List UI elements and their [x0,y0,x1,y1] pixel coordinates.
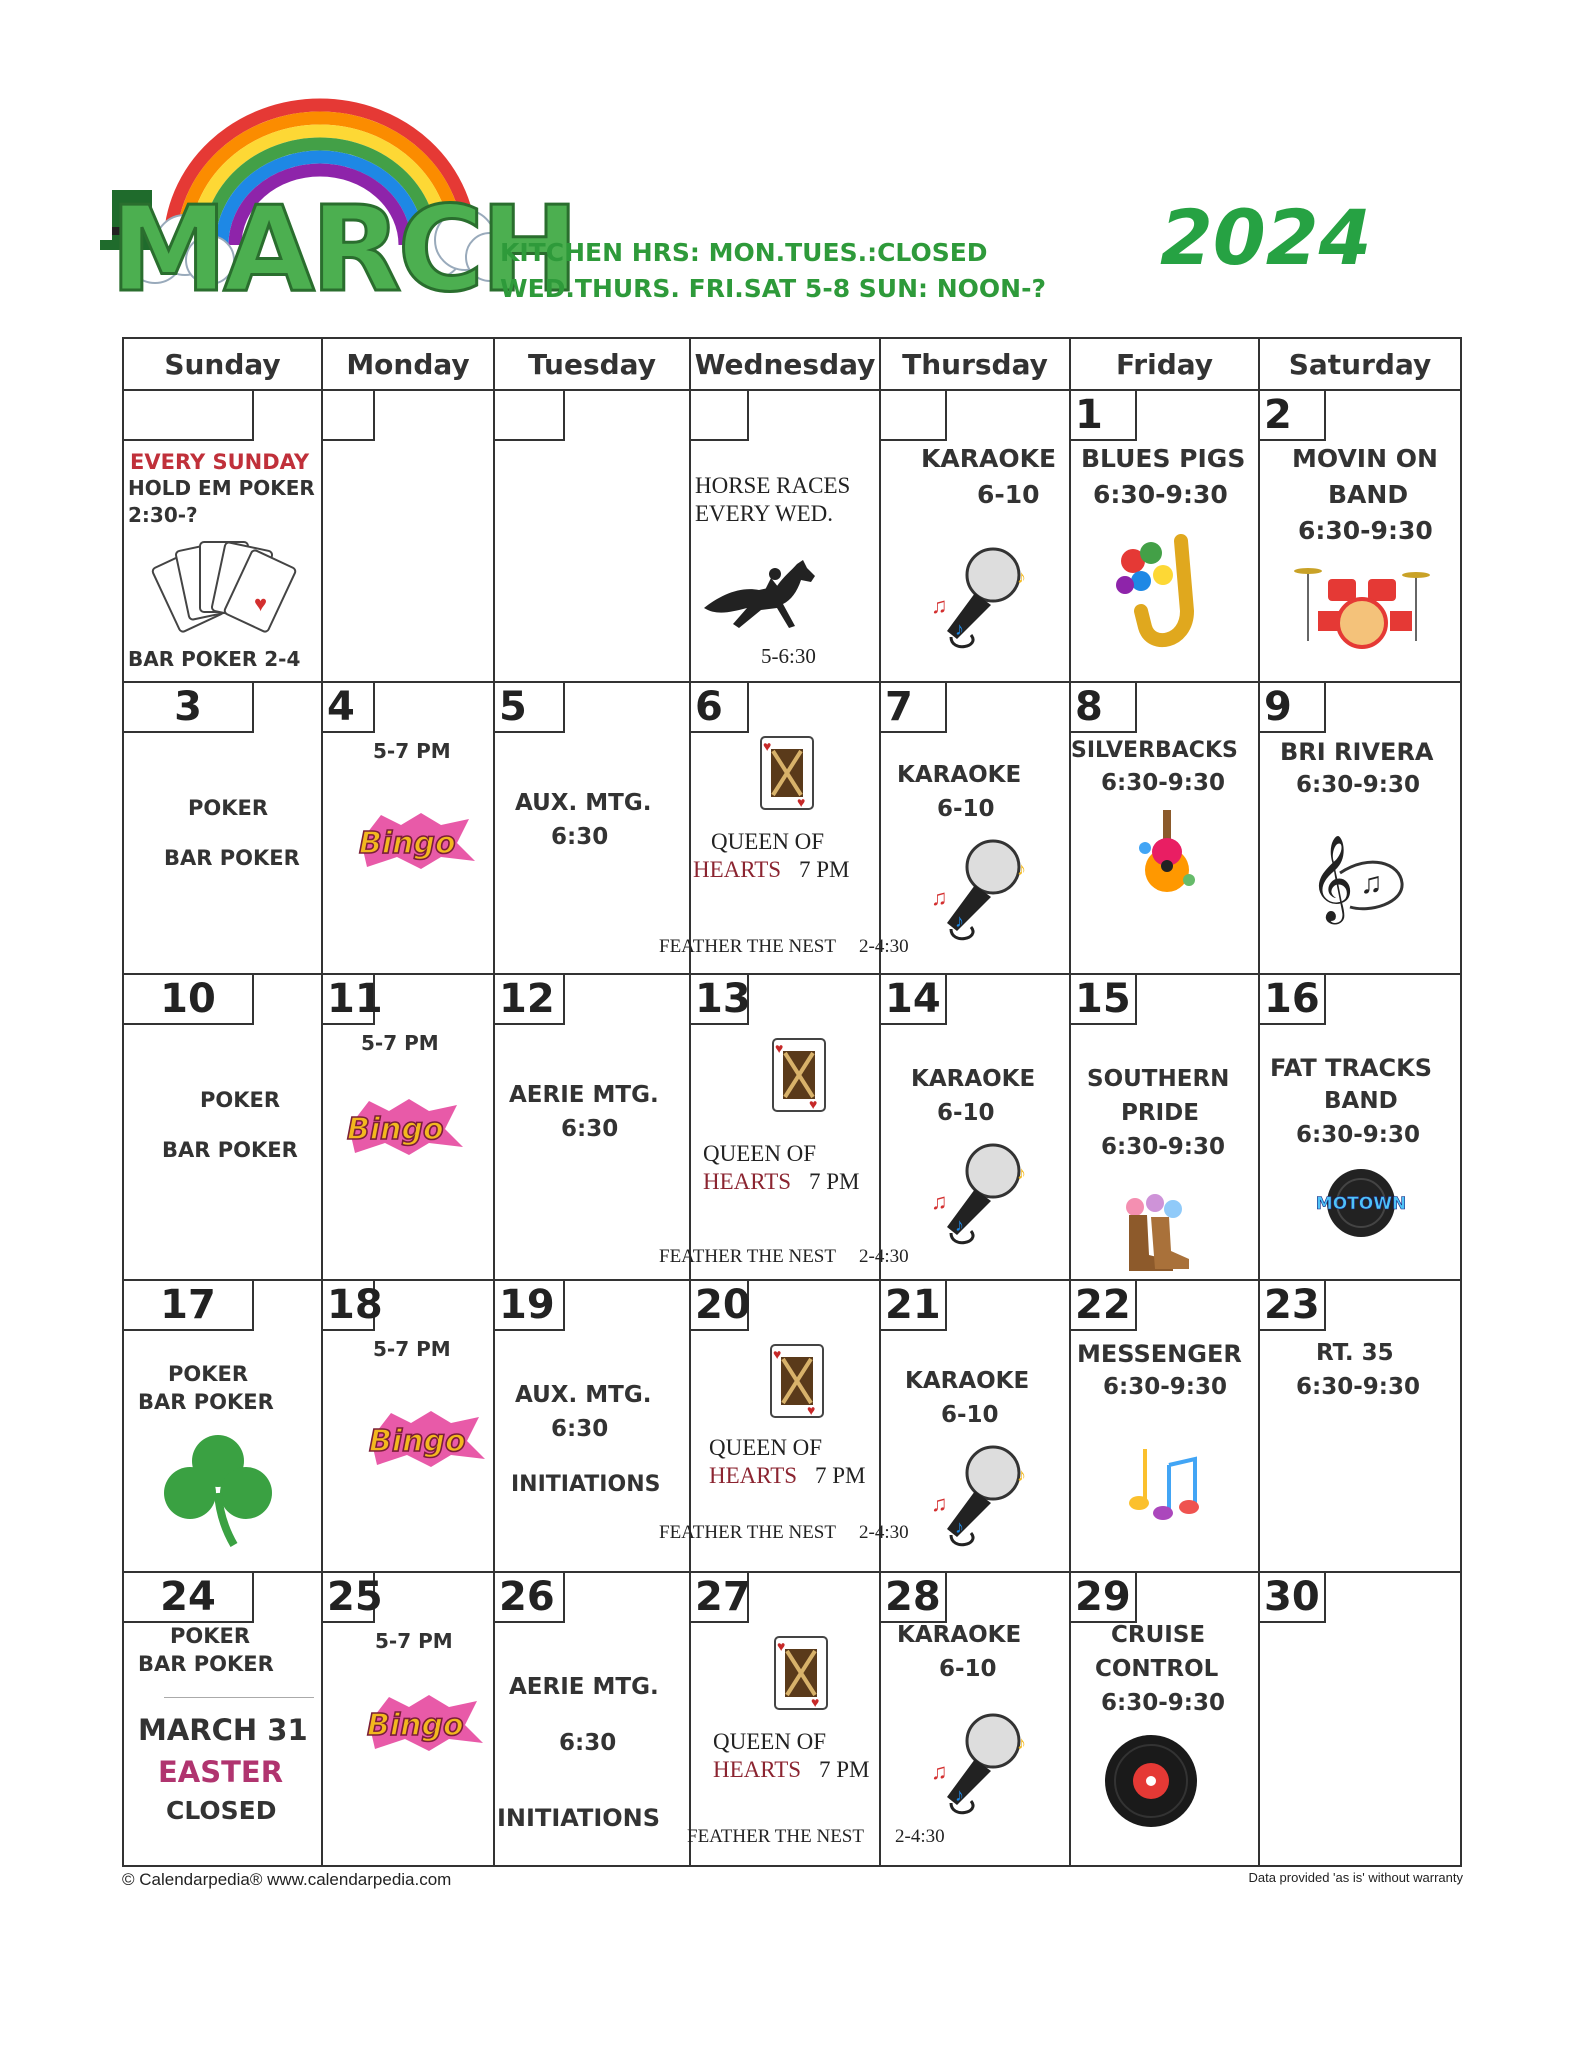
svg-text:♪: ♪ [955,1785,964,1805]
svg-text:♫: ♫ [931,1491,948,1516]
bingo-icon [341,811,481,871]
day-number: 16 [1260,975,1326,1025]
racehorse-icon [699,556,829,636]
event-label: AERIE MTG. [509,1082,659,1108]
footer-credit: © Calendarpedia® www.calendarpedia.com [122,1870,452,1889]
svg-text:♫: ♫ [931,593,948,618]
event-label: HEARTS [703,1169,792,1194]
weekday-tuesday: Tuesday [495,339,691,391]
svg-text:♪: ♪ [1017,1465,1026,1485]
svg-text:♥: ♥ [773,1346,782,1362]
day-cell-5 [495,683,691,975]
day-cell-22 [1071,1281,1260,1573]
day-number: 2 [1260,391,1326,441]
day-number: 24 [124,1573,254,1623]
day-cell-23 [1260,1281,1460,1573]
svg-text:♥: ♥ [811,1694,820,1710]
svg-text:♫: ♫ [931,1189,948,1214]
event-label: KARAOKE [905,1368,1030,1394]
bingo-icon [351,1409,491,1469]
day-number-box [323,391,375,441]
day-cell-2 [1260,391,1460,683]
day-number: 23 [1260,1281,1326,1331]
event-label: 5-7 PM [373,739,451,763]
event-label: BAND [1324,1088,1398,1114]
svg-text:♥: ♥ [777,1638,786,1654]
day-number: 9 [1260,683,1326,733]
svg-text:♫: ♫ [931,885,948,910]
event-label: POKER [188,796,269,820]
bingo-icon [349,1693,489,1753]
event-label: QUEEN OF [713,1729,827,1754]
svg-text:Bingo: Bingo [367,1708,464,1743]
event-label: KARAOKE [897,1622,1022,1648]
event-label: 2-4:30 [895,1826,945,1847]
day-number: 1 [1071,391,1137,441]
day-number: 30 [1260,1573,1326,1623]
event-label: 2-4:30 [859,1522,909,1543]
day-cell-14 [881,975,1071,1281]
day-cell-16 [1260,975,1460,1281]
event-label: HEARTS [713,1757,802,1782]
event-label: QUEEN OF [711,829,825,854]
drum-kit-icon [1298,561,1428,651]
day-number: 27 [691,1573,749,1623]
year-title: 2024 [1160,193,1372,282]
event-label: BAR POKER [138,1390,274,1414]
day-number: 20 [691,1281,749,1331]
svg-text:Bingo: Bingo [347,1112,444,1147]
day-number-box [691,391,749,441]
day-cell-17 [124,1281,323,1573]
day-number: 12 [495,975,565,1025]
event-label: 6:30-9:30 [1296,772,1420,798]
event-label: 6:30-9:30 [1103,1374,1227,1400]
day-number: 26 [495,1573,565,1623]
event-label: HEARTS [693,857,782,882]
event-label: AUX. MTG. [515,1382,652,1408]
event-label: PRIDE [1121,1100,1199,1126]
day-cell-3 [124,683,323,975]
day-cell-empty [881,391,1071,683]
day-cell-29 [1071,1573,1260,1865]
day-cell-21 [881,1281,1071,1573]
event-label: EVERY SUNDAY [130,450,310,474]
event-label: FEATHER THE NEST [659,1246,836,1267]
event-label: BRI RIVERA [1280,738,1434,766]
event-label: FEATHER THE NEST [659,1522,836,1543]
day-number: 28 [881,1573,947,1623]
day-number-box [495,391,565,441]
event-label: SILVERBACKS [1071,738,1238,763]
shamrock-icon [160,1431,276,1547]
event-label: QUEEN OF [703,1141,817,1166]
svg-text:♥: ♥ [807,1402,816,1418]
microphone-icon [931,1139,1031,1249]
motown-record-icon [1306,1163,1416,1243]
event-label: BAR POKER [164,846,300,870]
music-note-icon [1310,833,1410,923]
event-label: HOLD EM POKER [128,476,315,500]
music-note-icon [1125,1441,1205,1521]
event-label: 6-10 [941,1402,999,1428]
day-cell-empty [323,391,495,683]
day-number: 29 [1071,1573,1137,1623]
event-label: 5-7 PM [361,1031,439,1055]
svg-text:♥: ♥ [797,794,806,810]
day-cell-7 [881,683,1071,975]
event-label: CRUISE [1111,1622,1206,1648]
weekday-monday: Monday [323,339,495,391]
event-label: 6:30 [551,824,609,850]
day-number: 10 [124,975,254,1025]
event-label: 5-7 PM [375,1629,453,1653]
event-label: 6:30-9:30 [1296,1122,1420,1148]
event-label: 7 PM [819,1757,870,1782]
playing-cards-icon [154,536,294,646]
cowboy-boots-icon [1115,1195,1195,1275]
day-cell-24 [124,1573,323,1865]
weekday-thursday: Thursday [881,339,1071,391]
event-label: KARAOKE [921,444,1057,473]
event-label: KARAOKE [897,762,1022,788]
month-title: MARCH [110,180,575,318]
day-number: 22 [1071,1281,1137,1331]
event-label: 6:30 [559,1730,617,1756]
queen-of-hearts-card-icon [771,1037,827,1113]
svg-text:♪: ♪ [955,619,964,639]
day-cell-empty [495,391,691,683]
event-label: BAR POKER [162,1138,298,1162]
weekday-sunday: Sunday [124,339,323,391]
day-cell-13 [659,975,909,1281]
svg-text:♫: ♫ [931,1759,948,1784]
saxophone-icon [1111,531,1221,661]
day-cell-9 [1260,683,1460,975]
calendar-grid [122,337,1462,1867]
svg-text:𝄞: 𝄞 [1310,836,1354,919]
svg-text:MOTOWN: MOTOWN [1315,1194,1407,1214]
event-label: 5-7 PM [373,1337,451,1361]
day-cell-26 [495,1573,691,1865]
event-label: POKER [200,1088,281,1112]
day-number-box [124,391,254,441]
event-label: FEATHER THE NEST [687,1826,864,1847]
svg-text:♫: ♫ [1360,867,1383,900]
event-label: FAT TRACKS [1270,1054,1432,1082]
svg-text:♪: ♪ [955,1517,964,1537]
day-number: 4 [323,683,375,733]
event-label: 2-4:30 [859,1246,909,1267]
event-label: 6:30 [551,1416,609,1442]
day-cell-25 [323,1573,495,1865]
day-number: 6 [691,683,749,733]
weekday-wednesday: Wednesday [691,339,881,391]
vinyl-record-icon [1101,1731,1201,1831]
event-label: 6:30-9:30 [1298,516,1433,545]
event-label: RT. 35 [1316,1340,1394,1366]
event-label: CONTROL [1095,1656,1219,1682]
weekday-saturday: Saturday [1260,339,1460,391]
event-label: 6:30-9:30 [1101,1690,1225,1716]
svg-text:Bingo: Bingo [359,826,456,861]
day-cell-30 [1260,1573,1460,1865]
bingo-icon [329,1097,469,1157]
day-cell-18 [323,1281,495,1573]
day-number: 13 [691,975,749,1025]
event-label: INITIATIONS [497,1804,661,1832]
svg-text:♪: ♪ [1017,1163,1026,1183]
event-label: 5-6:30 [761,644,816,668]
day-number-box [881,391,947,441]
svg-text:♪: ♪ [955,911,964,931]
day-cell-8 [1071,683,1260,975]
event-label: BAR POKER 2-4 [128,647,301,671]
event-label: POKER [170,1624,251,1648]
event-label: MOVIN ON [1292,444,1438,473]
queen-of-hearts-card-icon [773,1635,829,1711]
day-number: 18 [323,1281,375,1331]
event-label: SOUTHERN [1087,1066,1230,1092]
event-label: QUEEN OF [709,1435,823,1460]
event-label: HORSE RACES [695,473,851,498]
kitchen-hours-line1: KITCHEN HRS: MON.TUES.:CLOSED [500,238,988,267]
event-label: 2:30-? [128,503,198,527]
day-cell-1 [1071,391,1260,683]
event-label: 6-10 [939,1656,997,1682]
weekday-friday: Friday [1071,339,1260,391]
guitar-icon [1127,808,1207,898]
event-label: 6-10 [937,796,995,822]
event-label: 6:30-9:30 [1101,1134,1225,1160]
event-label: 6-10 [977,480,1040,509]
event-label: 6:30 [561,1116,619,1142]
event-label: AERIE MTG. [509,1674,659,1700]
day-number: 17 [124,1281,254,1331]
event-label: 6-10 [937,1100,995,1126]
event-label: INITIATIONS [511,1472,661,1497]
event-label: FEATHER THE NEST [659,936,836,957]
svg-text:♥: ♥ [775,1040,784,1056]
day-cell-empty [124,391,323,683]
day-number: 15 [1071,975,1137,1025]
footer-disclaimer: Data provided 'as is' without warranty [1248,1870,1463,1885]
day-number: 19 [495,1281,565,1331]
event-label: MARCH 31 [138,1713,308,1747]
event-label: POKER [168,1362,249,1386]
svg-text:♪: ♪ [1017,859,1026,879]
event-label: 6:30-9:30 [1093,480,1228,509]
event-label: BAR POKER [138,1652,274,1676]
day-cell-28 [881,1573,1071,1865]
day-cell-12 [495,975,691,1281]
day-cell-15 [1071,975,1260,1281]
day-number: 21 [881,1281,947,1331]
svg-text:♥: ♥ [254,591,268,616]
event-label: HEARTS [709,1463,798,1488]
event-label: 7 PM [809,1169,860,1194]
microphone-icon [931,1441,1031,1551]
event-label: MESSENGER [1077,1340,1242,1368]
event-label: 7 PM [799,857,850,882]
queen-of-hearts-card-icon [759,735,815,811]
svg-text:♪: ♪ [955,1215,964,1235]
event-label: 2-4:30 [859,936,909,957]
svg-text:♥: ♥ [809,1096,818,1112]
day-cell-10 [124,975,323,1281]
day-cell-4 [323,683,495,975]
event-label: KARAOKE [911,1066,1036,1092]
day-number: 7 [881,683,947,733]
day-number: 11 [323,975,375,1025]
event-label: CLOSED [166,1796,277,1825]
event-label: EASTER [158,1755,284,1789]
day-number: 25 [323,1573,375,1623]
event-label: AUX. MTG. [515,790,652,816]
event-label: 6:30-9:30 [1101,770,1225,796]
divider [164,1697,314,1698]
day-number: 14 [881,975,947,1025]
day-cell-20 [659,1281,909,1573]
microphone-icon [931,1709,1031,1819]
queen-of-hearts-card-icon [769,1343,825,1419]
svg-text:♥: ♥ [763,738,772,754]
svg-text:♪: ♪ [1017,1733,1026,1753]
kitchen-hours-line2: WED.THURS. FRI.SAT 5-8 SUN: NOON-? [500,274,1046,303]
microphone-icon [931,543,1031,653]
day-cell-empty [691,391,881,683]
event-label: BAND [1328,480,1409,509]
event-label: BLUES PIGS [1081,444,1246,473]
day-number: 5 [495,683,565,733]
day-cell-6 [659,683,909,975]
day-number: 3 [124,683,254,733]
event-label: EVERY WED. [695,501,833,526]
svg-text:Bingo: Bingo [369,1424,466,1459]
event-label: 6:30-9:30 [1296,1374,1420,1400]
day-number: 8 [1071,683,1137,733]
microphone-icon [931,835,1031,945]
svg-text:♪: ♪ [1017,567,1026,587]
day-cell-11 [323,975,495,1281]
event-label: 7 PM [815,1463,866,1488]
